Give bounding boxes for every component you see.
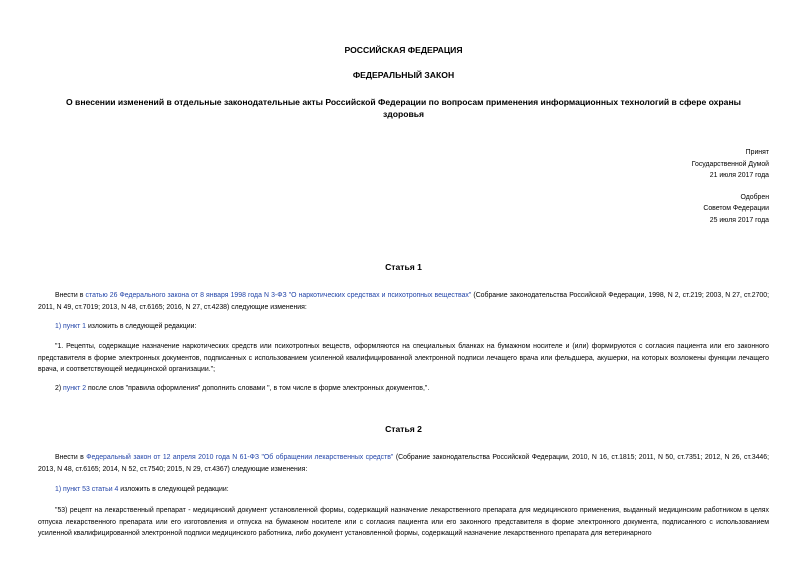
adoption-block: [692, 147, 769, 226]
article-1-heading: Статья 1: [385, 262, 422, 272]
article-1-paragraph-4: 2) пункт 2 после слов "правила оформления" дополнить словами ", в том числе в форме электронных документов,".: [55, 385, 430, 392]
accepted-date: 21 июля 2017 года: [709, 172, 769, 179]
article-2-paragraph-1: Внести в Федеральный закон от 12 апреля 2010 года N 61-ФЗ "Об обращении лекарственных средств" (Собрание законодательства Российской Федерации, 2010, N 16, ст.1815; 2011, N 50, ст.7351; 2012, N 26, ст.3446; 2013, N 48, ст.6165; 2014, N 52, ст.7540; 2015, N 29, ст.4367) следующие изменения:: [38, 454, 769, 473]
approved-date: 25 июля 2017 года: [709, 216, 769, 224]
approved-label: Одобрен: [740, 193, 769, 201]
article-2-heading: Статья 2: [385, 424, 422, 434]
article-1-paragraph-2: 1) пункт 1 изложить в следующей редакции:: [55, 323, 197, 330]
article-1-paragraph-1: Внести в статью 26 Федерального закона от 8 января 1998 года N 3-ФЗ "О наркотических средствах и психотропных веществах" (Собрание законодательства Российской Федерации, 1998, N 2, ст.219; 2003, N 27, ст.2700; 2011, N 49, ст.7019; 2013, N 48, ст.6165; 2016, N 27, ст.4238) следующие изменения:: [38, 292, 769, 311]
article-1-paragraph-3: "1. Рецепты, содержащие назначение наркотических средств или психотропных веществ, оформляются на специальных бланках на бумажном носителе и (или) формируются с согласия пациента или его законного представителя в форме электронных документов, подписанных с использованием усиленной квалифицированной электронной подписи лечащего врача или фельдшера, акушерки, на которых возложены функции лечащего врача, и соответствующей медицинской организации.";: [38, 343, 769, 374]
law-3fz-link[interactable]: статью 26 Федерального закона от 8 января 1998 года N 3-ФЗ "О наркотических средствах и психотропных веществах": [85, 292, 472, 299]
approved-by: Советом Федерации: [703, 205, 769, 212]
accepted-label: Принят: [745, 149, 769, 156]
accepted-by: Государственной Думой: [691, 160, 769, 168]
country-heading: РОССИЙСКАЯ ФЕДЕРАЦИЯ: [344, 45, 463, 55]
doc-type-heading: ФЕДЕРАЛЬНЫЙ ЗАКОН: [352, 70, 455, 80]
law-title: О внесении изменений в отдельные законодательные акты Российской Федерации по вопросам применения информационных технологий в сфере охраны здоровья: [65, 97, 741, 119]
point-1-link[interactable]: 1) пункт 1: [55, 323, 87, 330]
law-61fz-link[interactable]: Федеральный закон от 12 апреля 2010 года N 61-ФЗ "Об обращении лекарственных средств": [86, 454, 394, 461]
article-2-paragraph-2: 1) пункт 53 статьи 4 изложить в следующей редакции:: [55, 486, 229, 493]
point-53-article-4-link[interactable]: 1) пункт 53 статьи 4: [55, 486, 119, 493]
point-2-link[interactable]: пункт 2: [63, 385, 87, 392]
article-2-paragraph-3: "53) рецепт на лекарственный препарат - медицинский документ установленной формы, содержащий назначение лекарственного препарата для медицинского применения, выданный медицинским работником в целях отпуска лекарственного препарата или его изготовления и отпуска на бумажном носителе или с согласия пациента или его законного представителя в форме электронного документа, подписанного с использованием усиленной квалифицированной электронной подписи медицинского работника, либо документ установленной формы, содержащий назначение лекарственного препарата для ветеринарного: [38, 507, 769, 538]
